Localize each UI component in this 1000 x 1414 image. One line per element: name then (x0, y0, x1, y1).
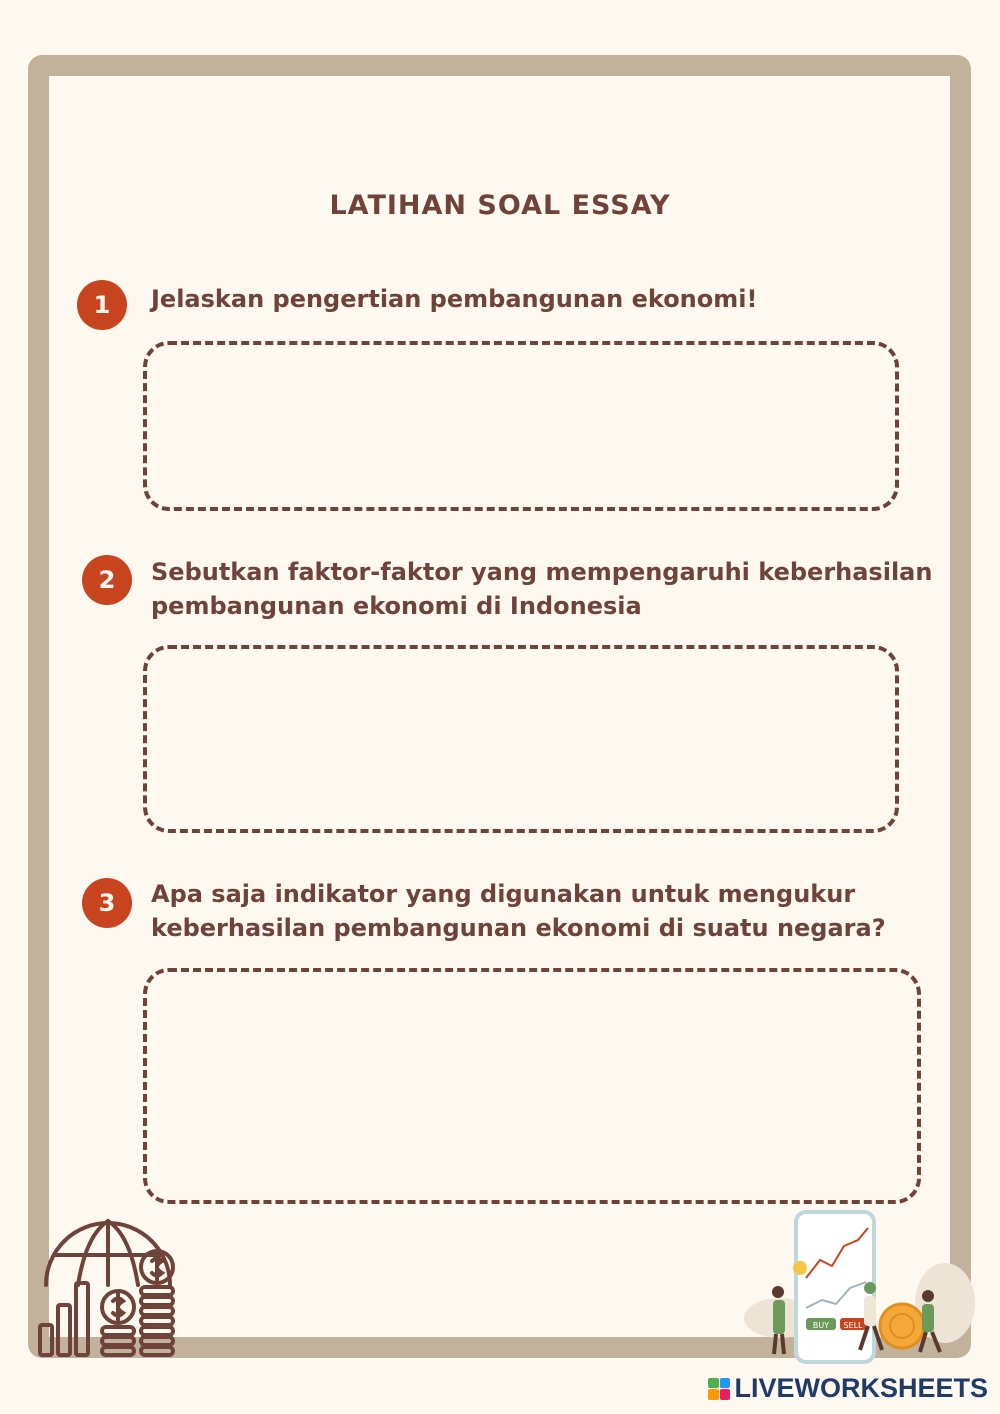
question-3-text: Apa saja indikator yang digunakan untuk mengukur keberhasilan pembangunan ekonomi di suatu negara? (151, 880, 886, 942)
liveworksheets-logo (708, 1373, 988, 1404)
liveworksheets-mark-icon (708, 1378, 730, 1400)
answer-box-2[interactable] (143, 645, 899, 833)
question-2-number: 2 (82, 555, 132, 605)
question-3-number: 3 (82, 878, 132, 928)
answer-box-1[interactable] (143, 341, 899, 511)
sell-label: SELL (843, 1321, 863, 1330)
worksheet-title: LATIHAN SOAL ESSAY (329, 190, 671, 221)
answer-box-3[interactable] (143, 968, 921, 1204)
buy-label: BUY (812, 1321, 830, 1330)
brand-name: LIVEWORKSHEETS (734, 1373, 988, 1403)
stock-trading-people-illustration (740, 1208, 980, 1368)
question-1-number: 1 (77, 280, 127, 330)
question-1-text: Jelaskan pengertian pembangunan ekonomi! (151, 285, 758, 313)
globe-coins-chart-icon (36, 1215, 181, 1360)
question-2-text: Sebutkan faktor-faktor yang mempengaruhi keberhasilan pembangunan ekonomi di Indonesia (151, 558, 933, 620)
